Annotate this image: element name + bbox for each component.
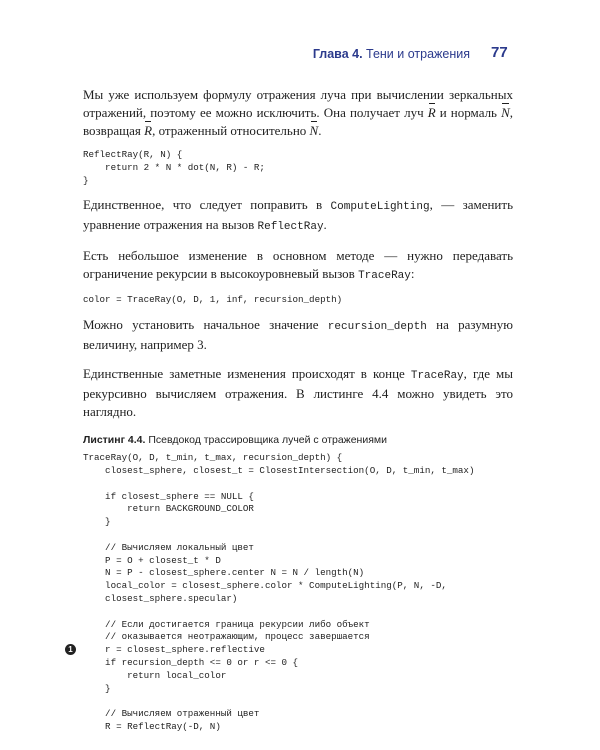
code-line xyxy=(83,478,513,491)
paragraph-reflect-ray xyxy=(83,86,513,140)
listing-caption-label: Листинг 4.4. xyxy=(83,434,146,447)
vector-r: R xyxy=(427,105,436,120)
code-line xyxy=(83,606,513,619)
text: , возвращая xyxy=(83,105,514,138)
code-line: P = O + closest_t * D xyxy=(83,554,221,566)
text: , где мы рекурсивно вычисляем отражения. В листинге 4.4 можно увидеть это наглядно. xyxy=(83,366,514,420)
chapter-label: Глава 4. xyxy=(312,47,363,61)
inline-code: ComputeLighting xyxy=(330,201,430,214)
code-line: } xyxy=(83,682,111,694)
code-line: // оказывается неотражающим, процесс завершается xyxy=(83,631,370,643)
text: на разумную величину, например 3. xyxy=(83,317,513,353)
code-reflect-ray: ReflectRay(R, N) { return 2 * N * dot(N, R) - R; } xyxy=(83,149,265,186)
running-header xyxy=(0,44,600,66)
vector-r: R xyxy=(144,123,153,138)
code-line: if recursion_depth <= 0 or r <= 0 { xyxy=(83,656,299,668)
vector-n: N xyxy=(501,105,510,120)
code-line: r = closest_sphere.reflective xyxy=(83,644,265,656)
inline-code: recursion_depth xyxy=(327,321,427,334)
vector-n: N xyxy=(309,123,319,138)
text: Есть небольшое изменение в основном методе — нужно передавать ограничение рекурсии в высокоуровневый вызов xyxy=(83,248,513,282)
code-line: return BACKGROUND_COLOR xyxy=(83,503,254,515)
code-line: // Если достигается граница рекурсии либо объект xyxy=(83,618,370,630)
code-line: closest_sphere.specular) xyxy=(83,592,238,604)
inline-code: TraceRay xyxy=(358,270,411,283)
code-line: // Вычисляем отраженный цвет xyxy=(83,708,260,720)
listing-caption-text: Псевдокод трассировщика лучей с отражениями xyxy=(145,434,387,447)
chapter-name: Тени и отражения xyxy=(362,47,470,61)
code-line: return local_color xyxy=(83,669,227,681)
code-line: TraceRay(O, D, t_min, t_max, recursion_depth) { xyxy=(83,452,343,464)
text: . xyxy=(318,123,322,138)
paragraph-recursion-limit xyxy=(83,247,513,285)
code-line: if closest_sphere == NULL { xyxy=(83,490,254,502)
text: Можно установить начальное значение xyxy=(83,317,328,333)
code-line: } xyxy=(83,516,111,528)
code-line: closest_sphere, closest_t = ClosestIntersection(O, D, t_min, t_max) xyxy=(83,464,475,476)
page-number: 77 xyxy=(491,44,508,61)
paragraph-trace-ray-changes xyxy=(83,365,513,421)
inline-code: TraceRay xyxy=(410,370,464,383)
code-line: // Вычисляем локальный цвет xyxy=(83,541,254,553)
text: , — заменить уравнение отражения на вызов xyxy=(83,197,513,233)
code-line xyxy=(83,695,513,708)
text: Единственное, что следует поправить в xyxy=(83,197,331,213)
listing-caption xyxy=(83,434,513,446)
text: Единственные заметные изменения происходят в конце xyxy=(83,366,411,382)
chapter-title xyxy=(313,47,470,61)
paragraph-compute-lighting xyxy=(83,196,513,236)
text: Мы уже используем формулу отражения луча при вычислении зеркальных отражений, поэтому ее можно исключить. Она получает луч xyxy=(83,87,513,120)
code-line xyxy=(83,529,513,542)
inline-code: ReflectRay xyxy=(257,221,324,234)
text: и нормаль xyxy=(435,105,502,120)
page-body xyxy=(68,86,514,734)
code-line: N = P - closest_sphere.center N = N / length(N) xyxy=(83,567,365,579)
code-listing xyxy=(68,452,513,734)
text: , отраженный относительно xyxy=(152,123,310,138)
callout-marker-icon: 1 xyxy=(65,644,76,655)
paragraph-recursion-depth xyxy=(83,316,513,354)
code-line: R = ReflectRay(-D, N) xyxy=(83,720,221,732)
text: : xyxy=(410,266,415,282)
code-trace-ray-call: color = TraceRay(O, D, 1, inf, recursion_depth) xyxy=(83,294,343,306)
code-line: local_color = closest_sphere.color * ComputeLighting(P, N, -D, xyxy=(83,580,447,592)
text: . xyxy=(323,217,327,233)
